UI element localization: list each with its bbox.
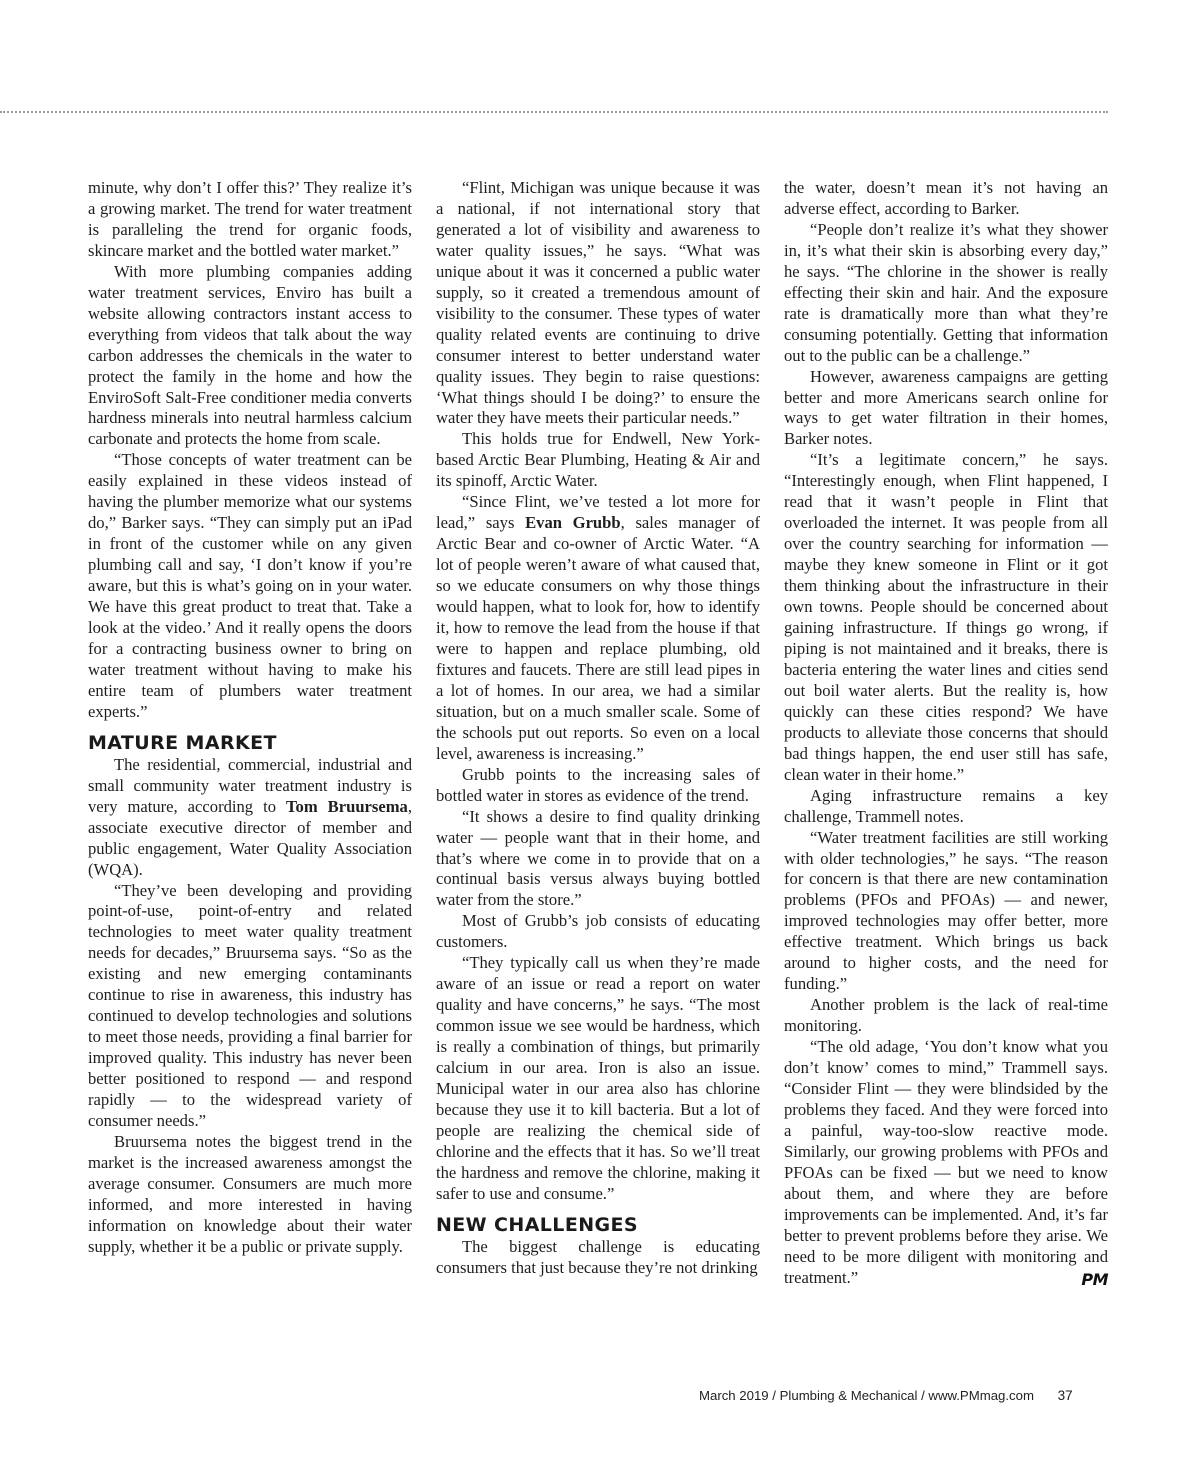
paragraph-text: This holds true for Endwell, New York-based Arctic Bear Plumbing, Heating & Air and its spinoff, Arctic Water.: [436, 429, 760, 491]
section-heading: MATURE MARKET: [88, 731, 277, 754]
article-column-3: [784, 178, 1108, 1291]
article-paragraph: [436, 911, 760, 953]
paragraph-text: , associate executive director of member and public engagement, Water Quality Association (WQA).: [88, 796, 413, 879]
page-number: 37: [1057, 1388, 1073, 1403]
person-name: Tom Bruursema: [286, 796, 408, 816]
article-paragraph: [784, 367, 1108, 451]
paragraph-text: “It shows a desire to find quality drinking water — people want that in their home, and that’s where we come in to provide that on a continual basis versus always buying bottled water from the store.”: [436, 806, 760, 910]
page-footer: [699, 1388, 1129, 1403]
article-paragraph: [88, 450, 412, 722]
paragraph-text: “Flint, Michigan was unique because it was a national, if not international story that generated a lot of visibility and awareness to water quality issues,” he says. “What was unique about it was it concerned a public water supply, so it created a tremendous amount of visibility to the consumer. These types of water quality related events are continuing to drive consumer interest to better understand water quality issues. They begin to raise questions: ‘What things should I be doing?’ to ensure the water they have meets their particular needs.”: [436, 178, 760, 428]
section-heading: NEW CHALLENGES: [436, 1213, 638, 1236]
article-paragraph: [436, 492, 760, 764]
top-dotted-rule: [0, 111, 1108, 113]
footer-issue-line: March 2019 / Plumbing & Mechanical / www.PMmag.com: [699, 1388, 1034, 1403]
pm-end-mark-logo: PM: [1081, 1269, 1108, 1289]
paragraph-text: “Water treatment facilities are still working with older technologies,” he says. “The reason for concern is that there are new contamination problems (PFOs and PFOAs) — and newer, improved technologies may offer better, more effective treatment. Which brings us back around to higher costs, and the need for funding.”: [784, 827, 1108, 994]
article-paragraph: [88, 881, 412, 1132]
article-paragraph: [784, 178, 1108, 220]
paragraph-text: “They typically call us when they’re made aware of an issue or read a report on water quality and have concerns,” he says. “The most common issue we see would be hardness, which is really a combination of things, but primarily calcium in our area. Iron is also an issue. Municipal water in our area also has chlorine because they use it to kill bacteria. But a lot of people are realizing the chemical side of chlorine and the effects that it has. So we’ll treat the hardness and remove the chlorine, making it safer to use and consume.”: [436, 953, 760, 1203]
paragraph-text: minute, why don’t I offer this?’ They realize it’s a growing market. The trend for water treatment is paralleling the trend for organic foods, skincare market and the bottled water market.”: [88, 178, 412, 260]
paragraph-text: Another problem is the lack of real-time monitoring.: [784, 995, 1108, 1036]
article-paragraph: [784, 220, 1108, 367]
article-paragraph: [88, 178, 412, 262]
paragraph-text: “Since Flint, we’ve tested a lot more for lead,” says: [436, 492, 760, 533]
paragraph-text: “The old adage, ‘You don’t know what you don’t know’ comes to mind,” Trammell says. “Consider Flint — they were blindsided by the problems they faced. And they were forced into a painful, way-too-slow reactive mode. Similarly, our growing problems with PFOs and PFOAs can be fixed — but we need to know about them, and where they are before improvements can be implemented. And, it’s far better to prevent problems before they arise. We need to be more diligent with monitoring and treatment.”: [784, 1037, 1108, 1287]
person-name: Evan Grubb: [525, 513, 621, 533]
paragraph-text: Grubb points to the increasing sales of bottled water in stores as evidence of the trend.: [436, 764, 760, 805]
paragraph-text: “They’ve been developing and providing point-of-use, point-of-entry and related technologies to meet water quality treatment needs for decades,” Bruursema says. “So as the existing and new emerging contaminants continue to rise in awareness, this industry has continued to develop technologies and solutions to meet those needs, providing a final barrier for improved quality. This industry has never been better positioned to respond — and respond rapidly — to the widespread variety of consumer needs.”: [88, 880, 412, 1130]
paragraph-text: The biggest challenge is educating consumers that just because they’re not drinking: [436, 1236, 760, 1277]
article-paragraph: [436, 429, 760, 492]
article-paragraph: [436, 178, 760, 429]
paragraph-text: “Those concepts of water treatment can be easily explained in these videos instead of having the plumber memorize what our systems do,” Barker says. “They can simply put an iPad in front of the customer while on any given plumbing call and say, ‘I don’t know if you’re aware, but this is what’s going on in your water. We have this great product to treat that. Take a look at the video.’ And it really opens the doors for a contracting business owner to bring on water treatment without having to make his entire team of plumbers water treatment experts.”: [88, 450, 412, 721]
paragraph-text: Most of Grubb’s job consists of educating customers.: [436, 911, 760, 952]
paragraph-text: , sales manager of Arctic Bear and co-owner of Arctic Water. “A lot of people weren’t aware of what caused that, so we educate consumers on why those things would happen, what to look for, how to identify it, how to remove the lead from the house if that were to happen and replace plumbing, old fixtures and faucets. There are still lead pipes in a lot of homes. In our area, we had a similar situation, but on a much smaller scale. Some of the schools put out reports. So even on a local level, awareness is increasing.”: [436, 513, 761, 763]
article-paragraph: [436, 953, 760, 1204]
article-paragraph: [88, 755, 412, 881]
article-paragraph: [436, 1237, 760, 1279]
paragraph-text: Aging infrastructure remains a key challenge, Trammell notes.: [784, 785, 1108, 826]
article-paragraph: [436, 807, 760, 912]
paragraph-text: However, awareness campaigns are getting better and more Americans search online for ways to get water filtration in their homes, Barker notes.: [784, 366, 1108, 449]
article-column-2: [436, 178, 760, 1279]
article-paragraph: [436, 765, 760, 807]
paragraph-text: The residential, commercial, industrial and small community water treatment industry is very mature, according to: [88, 754, 412, 816]
paragraph-text: the water, doesn’t mean it’s not having an adverse effect, according to Barker.: [784, 178, 1108, 218]
article-paragraph: [784, 1037, 1108, 1288]
paragraph-text: With more plumbing companies adding water treatment services, Enviro has built a website allowing contractors instant access to everything from videos that talk about the way carbon addresses the chemicals in the water to protect the family in the home and how the EnviroSoft Salt-Free conditioner media converts hardness minerals into neutral harmless calcium carbonate and protects the home from scale.: [88, 261, 412, 449]
paragraph-text: “It’s a legitimate concern,” he says. “Interestingly enough, when Flint happened, I read that it wasn’t people in Flint that overloaded the internet. It was people from all over the country searching for information — maybe they knew someone in Flint or it got them thinking about the infrastructure in their own towns. People should be concerned about gaining infrastructure. If things go wrong, if piping is not maintained and it breaks, there is bacteria entering the water lines and cities send out boil water alerts. But the reality is, how quickly can these cities respond? We have products to alleviate those concerns that should bad things happen, the end user still has safe, clean water in their home.”: [784, 450, 1108, 784]
article-paragraph: [784, 450, 1108, 785]
article-paragraph: [88, 262, 412, 451]
article-column-1: [88, 178, 412, 1258]
paragraph-text: Bruursema notes the biggest trend in the market is the increased awareness amongst the average consumer. Consumers are much more informed, and more interested in having information on knowledge about their water supply, whether it be a public or private supply.: [88, 1131, 412, 1256]
paragraph-text: “People don’t realize it’s what they shower in, it’s what their skin is absorbing every day,” he says. “The chlorine in the shower is really effecting their skin and hair. And the exposure rate is dramatically more than what they’re consuming potentially. Getting that information out to the public can be a challenge.”: [784, 219, 1108, 365]
article-paragraph: [784, 828, 1108, 996]
article-paragraph: [88, 1132, 412, 1258]
article-paragraph: [784, 995, 1108, 1037]
article-paragraph: [784, 786, 1108, 828]
